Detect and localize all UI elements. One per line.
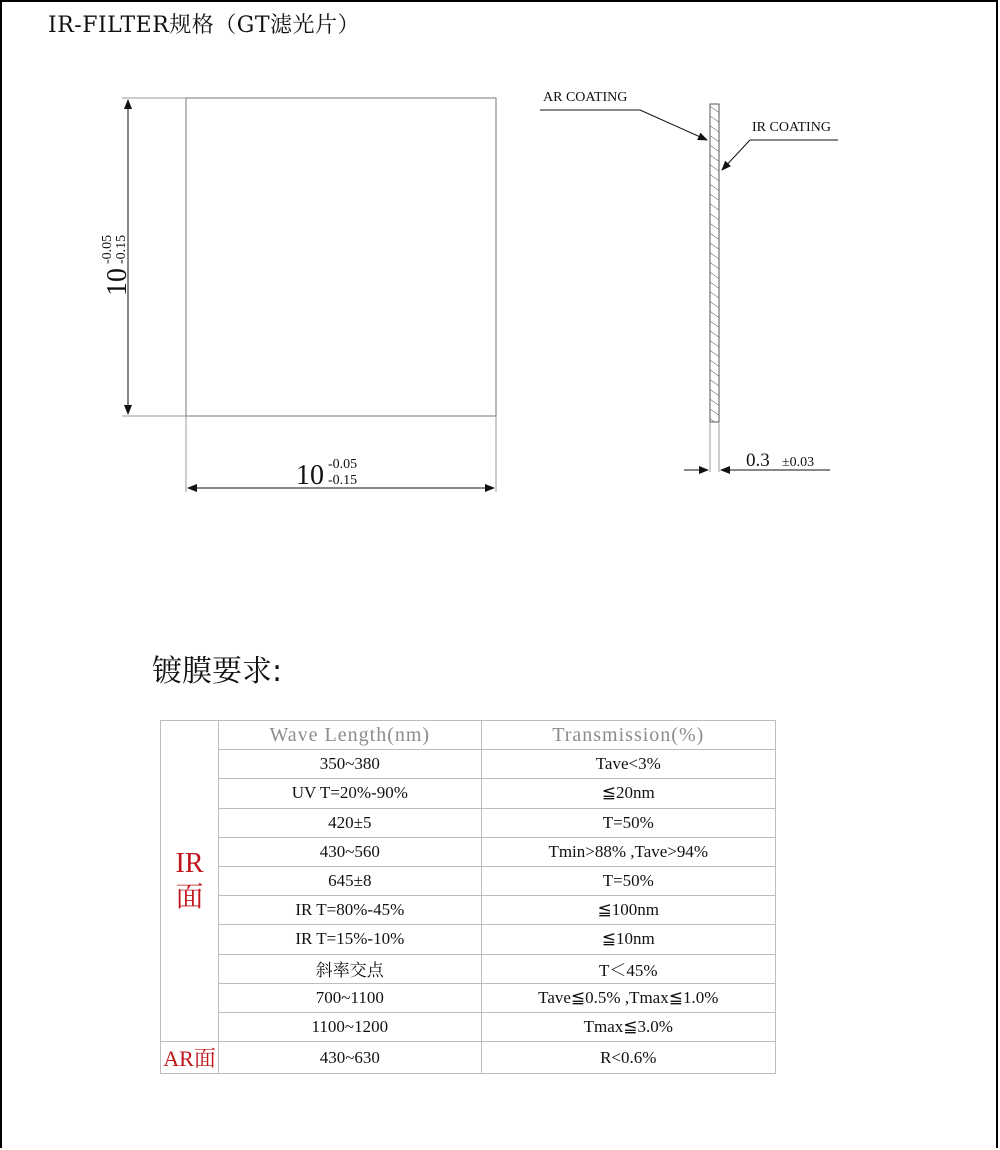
ir-coating-leader <box>722 140 838 170</box>
ar-coating-label: AR COATING <box>543 90 628 105</box>
ir-group-label-1: IR <box>175 848 204 880</box>
ar-group-cell <box>161 1042 219 1074</box>
transmission-cell: ≦100nm <box>481 896 775 925</box>
wave-cell: UV T=20%-90% <box>219 779 481 808</box>
thickness-tolerance: ±0.03 <box>782 455 815 470</box>
filter-side-view <box>684 104 830 472</box>
transmission-cell: T=50% <box>481 808 775 837</box>
width-nominal: 10 <box>296 460 324 491</box>
table-row <box>161 1012 776 1041</box>
table-row <box>161 925 776 954</box>
table-row <box>161 837 776 866</box>
ar-group-label: AR面 <box>163 1046 216 1072</box>
table-row <box>161 750 776 779</box>
table-row <box>161 1042 776 1074</box>
table-row <box>161 808 776 837</box>
wave-cell: 645±8 <box>219 866 481 895</box>
table-row <box>161 779 776 808</box>
table-row <box>161 896 776 925</box>
height-lower-tol: -0.15 <box>114 234 129 264</box>
filter-front-view <box>186 98 496 416</box>
page-title: IR-FILTER规格（GT滤光片） <box>48 13 361 38</box>
transmission-cell: R<0.6% <box>481 1042 775 1074</box>
coating-requirements-heading: 镀膜要求: <box>152 654 283 689</box>
height-nominal: 10 <box>102 268 133 296</box>
wave-cell: 斜率交点 <box>219 954 481 983</box>
wave-cell: IR T=80%-45% <box>219 896 481 925</box>
wave-cell: 430~560 <box>219 837 481 866</box>
wave-cell: 350~380 <box>219 750 481 779</box>
transmission-cell: ≦10nm <box>481 925 775 954</box>
table-row <box>161 983 776 1012</box>
thickness-nominal: 0.3 <box>746 450 770 471</box>
width-dimension <box>186 416 496 492</box>
table-row <box>161 866 776 895</box>
wave-cell: 1100~1200 <box>219 1012 481 1041</box>
wave-cell: 420±5 <box>219 808 481 837</box>
wave-cell: 700~1100 <box>219 983 481 1012</box>
table-row <box>161 954 776 983</box>
wave-cell: IR T=15%-10% <box>219 925 481 954</box>
wave-cell: 430~630 <box>219 1042 481 1074</box>
table-header-row <box>161 721 776 750</box>
width-lower-tol: -0.15 <box>328 473 358 488</box>
transmission-header: Transmission(%) <box>481 721 775 750</box>
transmission-cell: T=50% <box>481 866 775 895</box>
coating-spec-table <box>160 720 776 1074</box>
height-dimension <box>100 98 186 416</box>
wave-length-header: Wave Length(nm) <box>219 721 481 750</box>
ir-coating-label: IR COATING <box>752 120 831 135</box>
transmission-cell: ≦20nm <box>481 779 775 808</box>
transmission-cell: Tmax≦3.0% <box>481 1012 775 1041</box>
width-upper-tol: -0.05 <box>328 457 358 472</box>
ir-group-cell <box>161 721 219 1042</box>
transmission-cell: Tave<3% <box>481 750 775 779</box>
transmission-cell: T＜45% <box>481 954 775 983</box>
height-upper-tol: -0.05 <box>100 234 115 264</box>
transmission-cell: Tave≦0.5% ,Tmax≦1.0% <box>481 983 775 1012</box>
transmission-cell: Tmin>88% ,Tave>94% <box>481 837 775 866</box>
ar-coating-leader <box>540 110 707 140</box>
ir-group-label-2: 面 <box>175 882 204 914</box>
